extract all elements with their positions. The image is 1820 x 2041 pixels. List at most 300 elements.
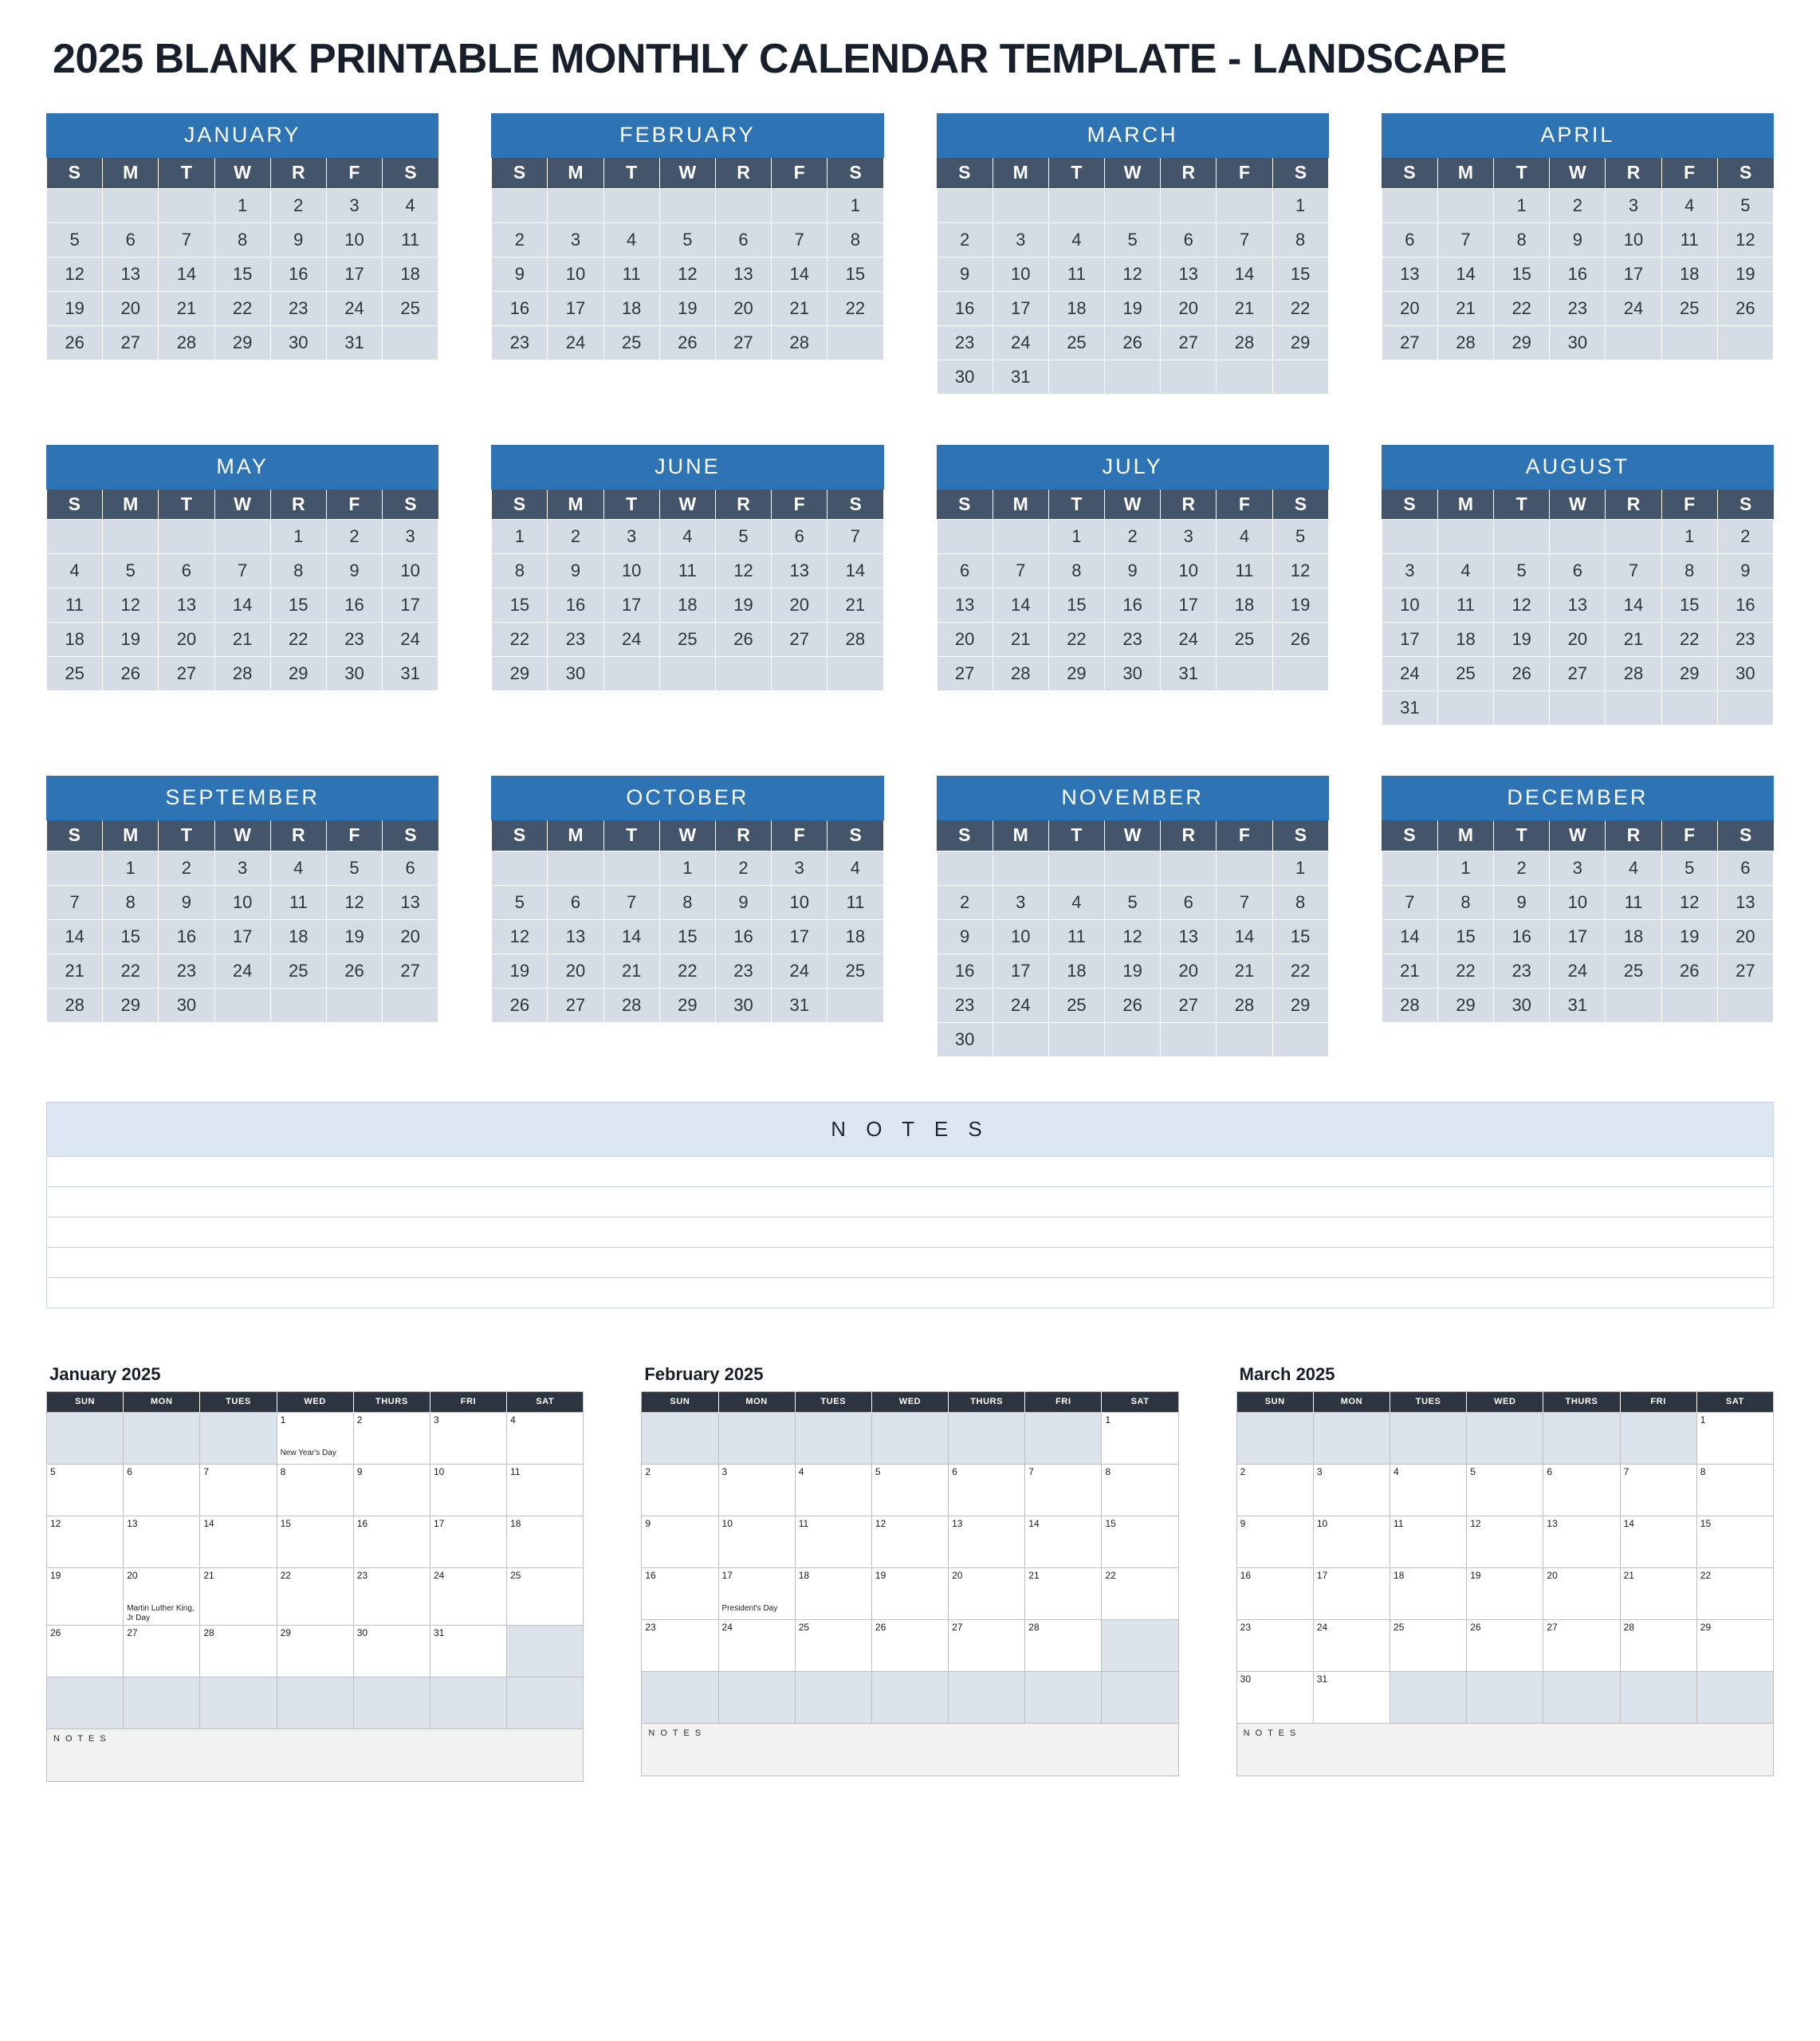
mini-day-cell[interactable]: 20 [772,588,827,623]
big-day-cell[interactable] [47,1412,124,1464]
mini-day-cell[interactable]: 3 [548,222,603,257]
mini-day-cell[interactable]: 3 [993,222,1048,257]
mini-day-cell[interactable]: 16 [1105,588,1161,623]
mini-day-cell[interactable]: 27 [1382,325,1437,360]
mini-day-cell[interactable]: 11 [47,588,103,623]
mini-day-cell[interactable] [1494,691,1550,726]
big-day-cell[interactable] [1696,1464,1773,1516]
mini-day-cell[interactable]: 8 [1661,554,1717,588]
mini-day-cell[interactable]: 9 [548,554,603,588]
big-day-cell[interactable] [795,1516,871,1567]
mini-day-cell[interactable]: 31 [1382,691,1437,726]
mini-day-cell[interactable]: 8 [214,222,270,257]
mini-day-cell[interactable]: 25 [1437,657,1493,691]
big-day-cell[interactable] [353,1412,430,1464]
big-day-cell[interactable] [1467,1671,1543,1723]
mini-day-cell[interactable]: 22 [827,291,883,325]
mini-day-cell[interactable] [1382,851,1437,885]
mini-day-cell[interactable] [1661,325,1717,360]
mini-day-cell[interactable]: 13 [1717,885,1773,919]
mini-day-cell[interactable]: 27 [937,657,993,691]
mini-day-cell[interactable]: 12 [1717,222,1773,257]
mini-day-cell[interactable]: 6 [1382,222,1437,257]
mini-day-cell[interactable]: 20 [548,954,603,988]
mini-day-cell[interactable]: 9 [937,919,993,954]
mini-day-cell[interactable]: 2 [270,188,326,222]
mini-day-cell[interactable]: 20 [1161,954,1217,988]
mini-day-cell[interactable]: 26 [103,657,159,691]
mini-day-cell[interactable] [1437,188,1493,222]
mini-day-cell[interactable]: 14 [993,588,1048,623]
mini-day-cell[interactable]: 30 [937,360,993,394]
big-day-cell[interactable] [47,1567,124,1626]
mini-day-cell[interactable]: 15 [1437,919,1493,954]
mini-day-cell[interactable]: 10 [772,885,827,919]
mini-day-cell[interactable] [1717,691,1773,726]
big-day-cell[interactable] [718,1567,795,1619]
mini-day-cell[interactable]: 28 [603,988,659,1022]
big-day-cell[interactable] [124,1412,200,1464]
mini-day-cell[interactable]: 2 [1494,851,1550,885]
mini-day-cell[interactable]: 6 [937,554,993,588]
mini-day-cell[interactable]: 11 [1437,588,1493,623]
mini-day-cell[interactable]: 22 [659,954,715,988]
mini-day-cell[interactable]: 20 [1717,919,1773,954]
big-day-cell[interactable] [1025,1567,1102,1619]
mini-day-cell[interactable]: 1 [1272,851,1328,885]
mini-day-cell[interactable]: 2 [1550,188,1606,222]
mini-day-cell[interactable]: 7 [1606,554,1661,588]
mini-day-cell[interactable]: 25 [1048,988,1104,1022]
mini-day-cell[interactable]: 17 [214,919,270,954]
mini-day-cell[interactable] [1105,360,1161,394]
notes-line[interactable] [46,1248,1774,1278]
big-day-cell[interactable] [1467,1516,1543,1567]
mini-day-cell[interactable]: 19 [1717,257,1773,291]
mini-day-cell[interactable]: 31 [1161,657,1217,691]
mini-day-cell[interactable]: 15 [103,919,159,954]
big-day-cell[interactable] [1313,1619,1390,1671]
mini-day-cell[interactable]: 27 [772,623,827,657]
mini-day-cell[interactable]: 18 [1437,623,1493,657]
mini-day-cell[interactable]: 20 [1382,291,1437,325]
mini-day-cell[interactable]: 12 [659,257,715,291]
big-day-cell[interactable] [353,1464,430,1516]
mini-day-cell[interactable]: 9 [1550,222,1606,257]
mini-day-cell[interactable]: 24 [1550,954,1606,988]
mini-day-cell[interactable]: 18 [1048,291,1104,325]
mini-day-cell[interactable]: 31 [383,657,438,691]
mini-day-cell[interactable]: 28 [1437,325,1493,360]
mini-day-cell[interactable] [1382,520,1437,554]
mini-day-cell[interactable] [548,188,603,222]
mini-day-cell[interactable]: 12 [103,588,159,623]
mini-day-cell[interactable]: 13 [1161,919,1217,954]
mini-day-cell[interactable]: 28 [1382,988,1437,1022]
mini-day-cell[interactable]: 21 [1217,954,1272,988]
mini-day-cell[interactable]: 19 [1661,919,1717,954]
mini-day-cell[interactable]: 8 [103,885,159,919]
mini-day-cell[interactable]: 12 [1105,257,1161,291]
mini-day-cell[interactable]: 7 [1217,222,1272,257]
mini-day-cell[interactable]: 13 [548,919,603,954]
mini-day-cell[interactable]: 19 [715,588,771,623]
mini-day-cell[interactable] [937,188,993,222]
mini-day-cell[interactable]: 4 [1048,885,1104,919]
mini-day-cell[interactable] [270,988,326,1022]
mini-day-cell[interactable]: 16 [492,291,548,325]
mini-day-cell[interactable]: 27 [548,988,603,1022]
mini-day-cell[interactable]: 9 [1494,885,1550,919]
mini-day-cell[interactable] [1217,360,1272,394]
mini-day-cell[interactable]: 15 [1272,919,1328,954]
mini-day-cell[interactable]: 12 [1105,919,1161,954]
mini-day-cell[interactable]: 20 [715,291,771,325]
mini-day-cell[interactable] [1217,657,1272,691]
mini-day-cell[interactable]: 20 [159,623,214,657]
big-day-cell[interactable] [1313,1516,1390,1567]
mini-day-cell[interactable]: 18 [1048,954,1104,988]
big-day-cell[interactable] [718,1619,795,1671]
mini-day-cell[interactable]: 30 [715,988,771,1022]
month-page-notes[interactable]: N O T E S [1236,1724,1774,1776]
big-day-cell[interactable] [718,1464,795,1516]
mini-day-cell[interactable]: 22 [270,623,326,657]
mini-day-cell[interactable]: 13 [1550,588,1606,623]
mini-day-cell[interactable]: 12 [715,554,771,588]
mini-day-cell[interactable]: 7 [772,222,827,257]
mini-day-cell[interactable]: 17 [993,291,1048,325]
mini-day-cell[interactable]: 30 [1494,988,1550,1022]
mini-day-cell[interactable]: 26 [492,988,548,1022]
mini-day-cell[interactable] [1161,1022,1217,1056]
big-day-cell[interactable] [1025,1464,1102,1516]
mini-day-cell[interactable]: 16 [1494,919,1550,954]
big-day-cell[interactable] [1025,1412,1102,1464]
big-day-cell[interactable] [1102,1412,1178,1464]
big-day-cell[interactable] [277,1567,353,1626]
mini-day-cell[interactable]: 29 [214,325,270,360]
mini-day-cell[interactable]: 14 [1437,257,1493,291]
big-day-cell[interactable] [277,1464,353,1516]
mini-day-cell[interactable]: 20 [1550,623,1606,657]
mini-day-cell[interactable]: 30 [1717,657,1773,691]
mini-day-cell[interactable]: 5 [1494,554,1550,588]
mini-day-cell[interactable] [1550,691,1606,726]
big-day-cell[interactable] [1467,1619,1543,1671]
mini-day-cell[interactable]: 17 [1550,919,1606,954]
mini-day-cell[interactable]: 6 [772,520,827,554]
mini-day-cell[interactable]: 2 [326,520,382,554]
big-day-cell[interactable] [200,1412,277,1464]
mini-day-cell[interactable]: 4 [383,188,438,222]
mini-day-cell[interactable] [1717,325,1773,360]
big-day-cell[interactable] [871,1516,948,1567]
mini-day-cell[interactable]: 11 [827,885,883,919]
notes-line[interactable] [46,1187,1774,1217]
mini-day-cell[interactable] [1382,188,1437,222]
mini-day-cell[interactable]: 22 [214,291,270,325]
mini-day-cell[interactable]: 4 [1661,188,1717,222]
mini-day-cell[interactable]: 7 [1437,222,1493,257]
mini-day-cell[interactable]: 24 [326,291,382,325]
mini-day-cell[interactable]: 3 [1382,554,1437,588]
mini-day-cell[interactable]: 9 [159,885,214,919]
mini-day-cell[interactable]: 11 [383,222,438,257]
mini-day-cell[interactable]: 14 [159,257,214,291]
mini-day-cell[interactable]: 17 [326,257,382,291]
mini-day-cell[interactable]: 7 [827,520,883,554]
mini-day-cell[interactable] [1105,851,1161,885]
mini-day-cell[interactable]: 30 [937,1022,993,1056]
mini-day-cell[interactable]: 22 [1272,954,1328,988]
mini-day-cell[interactable]: 19 [47,291,103,325]
big-day-cell[interactable] [507,1626,584,1677]
mini-day-cell[interactable]: 8 [827,222,883,257]
big-day-cell[interactable] [1543,1464,1620,1516]
mini-day-cell[interactable]: 7 [214,554,270,588]
mini-day-cell[interactable] [47,188,103,222]
mini-day-cell[interactable]: 4 [1437,554,1493,588]
mini-day-cell[interactable]: 14 [772,257,827,291]
mini-day-cell[interactable]: 4 [1048,222,1104,257]
mini-day-cell[interactable]: 7 [993,554,1048,588]
mini-day-cell[interactable]: 19 [492,954,548,988]
mini-day-cell[interactable]: 28 [772,325,827,360]
big-day-cell[interactable] [353,1516,430,1567]
mini-day-cell[interactable]: 10 [326,222,382,257]
mini-day-cell[interactable] [548,851,603,885]
big-day-cell[interactable] [1620,1516,1696,1567]
big-day-cell[interactable] [353,1626,430,1677]
mini-day-cell[interactable]: 5 [103,554,159,588]
mini-day-cell[interactable]: 10 [1606,222,1661,257]
mini-day-cell[interactable]: 17 [383,588,438,623]
mini-day-cell[interactable] [937,520,993,554]
mini-day-cell[interactable]: 8 [492,554,548,588]
mini-day-cell[interactable]: 6 [1161,222,1217,257]
mini-day-cell[interactable]: 16 [937,954,993,988]
mini-day-cell[interactable]: 13 [772,554,827,588]
mini-day-cell[interactable]: 18 [659,588,715,623]
mini-day-cell[interactable]: 15 [492,588,548,623]
mini-day-cell[interactable] [659,188,715,222]
mini-day-cell[interactable]: 30 [1550,325,1606,360]
mini-day-cell[interactable]: 27 [159,657,214,691]
mini-day-cell[interactable] [1048,851,1104,885]
mini-day-cell[interactable] [47,851,103,885]
mini-day-cell[interactable]: 10 [548,257,603,291]
mini-day-cell[interactable]: 14 [827,554,883,588]
mini-day-cell[interactable]: 3 [1550,851,1606,885]
mini-day-cell[interactable]: 29 [103,988,159,1022]
mini-day-cell[interactable]: 28 [993,657,1048,691]
big-day-cell[interactable] [795,1412,871,1464]
mini-day-cell[interactable] [1161,188,1217,222]
mini-day-cell[interactable]: 10 [1161,554,1217,588]
mini-day-cell[interactable]: 11 [270,885,326,919]
mini-day-cell[interactable]: 23 [1494,954,1550,988]
mini-day-cell[interactable]: 25 [1048,325,1104,360]
mini-day-cell[interactable]: 29 [1048,657,1104,691]
mini-day-cell[interactable]: 5 [47,222,103,257]
big-day-cell[interactable] [642,1619,718,1671]
mini-day-cell[interactable]: 21 [1606,623,1661,657]
mini-day-cell[interactable]: 18 [603,291,659,325]
mini-day-cell[interactable]: 6 [1161,885,1217,919]
mini-day-cell[interactable]: 21 [214,623,270,657]
mini-day-cell[interactable]: 30 [159,988,214,1022]
big-day-cell[interactable] [277,1516,353,1567]
big-day-cell[interactable] [642,1671,718,1723]
mini-day-cell[interactable]: 12 [492,919,548,954]
mini-day-cell[interactable] [103,188,159,222]
mini-day-cell[interactable]: 22 [492,623,548,657]
mini-day-cell[interactable]: 29 [659,988,715,1022]
mini-day-cell[interactable]: 24 [383,623,438,657]
big-day-cell[interactable] [430,1412,506,1464]
mini-day-cell[interactable]: 21 [827,588,883,623]
big-day-cell[interactable] [1313,1464,1390,1516]
mini-day-cell[interactable]: 28 [214,657,270,691]
mini-day-cell[interactable] [1105,188,1161,222]
mini-day-cell[interactable]: 10 [383,554,438,588]
big-day-cell[interactable] [795,1567,871,1619]
mini-day-cell[interactable]: 19 [1494,623,1550,657]
mini-day-cell[interactable]: 1 [827,188,883,222]
big-day-cell[interactable] [1102,1567,1178,1619]
mini-day-cell[interactable]: 17 [993,954,1048,988]
mini-day-cell[interactable]: 1 [214,188,270,222]
big-day-cell[interactable] [949,1619,1025,1671]
mini-day-cell[interactable]: 21 [47,954,103,988]
month-page-notes[interactable]: N O T E S [641,1724,1178,1776]
mini-day-cell[interactable]: 11 [659,554,715,588]
big-day-cell[interactable] [1543,1516,1620,1567]
mini-day-cell[interactable]: 13 [937,588,993,623]
mini-day-cell[interactable]: 7 [1382,885,1437,919]
mini-day-cell[interactable] [1606,520,1661,554]
mini-day-cell[interactable]: 25 [383,291,438,325]
mini-day-cell[interactable]: 3 [214,851,270,885]
mini-day-cell[interactable]: 24 [548,325,603,360]
big-day-cell[interactable] [507,1677,584,1729]
mini-day-cell[interactable]: 27 [383,954,438,988]
mini-day-cell[interactable]: 5 [326,851,382,885]
mini-day-cell[interactable]: 17 [772,919,827,954]
mini-day-cell[interactable]: 22 [1437,954,1493,988]
mini-day-cell[interactable]: 5 [659,222,715,257]
mini-day-cell[interactable] [214,520,270,554]
mini-day-cell[interactable]: 1 [1048,520,1104,554]
mini-day-cell[interactable]: 26 [1717,291,1773,325]
mini-day-cell[interactable]: 23 [492,325,548,360]
mini-day-cell[interactable]: 16 [159,919,214,954]
mini-day-cell[interactable]: 7 [159,222,214,257]
big-day-cell[interactable] [1236,1516,1313,1567]
mini-day-cell[interactable] [326,988,382,1022]
mini-day-cell[interactable]: 18 [1661,257,1717,291]
mini-day-cell[interactable]: 5 [1105,222,1161,257]
mini-day-cell[interactable]: 2 [715,851,771,885]
mini-day-cell[interactable] [827,325,883,360]
mini-day-cell[interactable] [827,988,883,1022]
mini-day-cell[interactable]: 18 [383,257,438,291]
mini-day-cell[interactable] [159,520,214,554]
mini-day-cell[interactable]: 8 [1437,885,1493,919]
mini-day-cell[interactable] [214,988,270,1022]
big-day-cell[interactable] [430,1567,506,1626]
mini-day-cell[interactable]: 29 [1437,988,1493,1022]
mini-day-cell[interactable] [603,657,659,691]
mini-day-cell[interactable]: 26 [1661,954,1717,988]
mini-day-cell[interactable] [993,188,1048,222]
mini-day-cell[interactable]: 4 [1217,520,1272,554]
month-page-notes[interactable]: N O T E S [46,1729,584,1782]
big-day-cell[interactable] [1390,1671,1467,1723]
mini-day-cell[interactable]: 1 [1437,851,1493,885]
mini-day-cell[interactable] [1272,1022,1328,1056]
mini-day-cell[interactable]: 24 [1606,291,1661,325]
big-day-cell[interactable] [1543,1671,1620,1723]
mini-day-cell[interactable]: 22 [1272,291,1328,325]
mini-day-cell[interactable]: 26 [1494,657,1550,691]
big-day-cell[interactable] [1696,1619,1773,1671]
mini-day-cell[interactable]: 3 [1606,188,1661,222]
mini-day-cell[interactable]: 1 [1661,520,1717,554]
mini-day-cell[interactable]: 20 [1161,291,1217,325]
big-day-cell[interactable] [200,1464,277,1516]
mini-day-cell[interactable]: 31 [993,360,1048,394]
big-day-cell[interactable] [507,1516,584,1567]
mini-day-cell[interactable]: 8 [270,554,326,588]
notes-line[interactable] [46,1278,1774,1308]
mini-day-cell[interactable]: 6 [715,222,771,257]
mini-day-cell[interactable] [1717,988,1773,1022]
mini-day-cell[interactable]: 31 [326,325,382,360]
mini-day-cell[interactable]: 24 [1161,623,1217,657]
mini-day-cell[interactable] [1161,851,1217,885]
mini-day-cell[interactable]: 29 [1661,657,1717,691]
mini-day-cell[interactable]: 1 [492,520,548,554]
mini-day-cell[interactable]: 25 [827,954,883,988]
mini-day-cell[interactable]: 14 [47,919,103,954]
mini-day-cell[interactable] [1550,520,1606,554]
big-day-cell[interactable] [871,1464,948,1516]
mini-day-cell[interactable] [937,851,993,885]
mini-day-cell[interactable]: 17 [1606,257,1661,291]
mini-day-cell[interactable]: 18 [1606,919,1661,954]
mini-day-cell[interactable]: 23 [326,623,382,657]
big-day-cell[interactable] [1620,1412,1696,1464]
mini-day-cell[interactable]: 19 [1272,588,1328,623]
big-day-cell[interactable] [1390,1567,1467,1619]
big-day-cell[interactable] [507,1412,584,1464]
mini-day-cell[interactable] [1606,325,1661,360]
mini-day-cell[interactable]: 13 [715,257,771,291]
mini-day-cell[interactable]: 27 [1717,954,1773,988]
mini-day-cell[interactable]: 13 [1161,257,1217,291]
mini-day-cell[interactable] [772,657,827,691]
big-day-cell[interactable] [1620,1619,1696,1671]
big-day-cell[interactable] [124,1567,200,1626]
mini-day-cell[interactable]: 6 [1717,851,1773,885]
mini-day-cell[interactable]: 21 [159,291,214,325]
mini-day-cell[interactable] [492,188,548,222]
big-day-cell[interactable] [1696,1516,1773,1567]
mini-day-cell[interactable]: 5 [492,885,548,919]
mini-day-cell[interactable]: 15 [270,588,326,623]
